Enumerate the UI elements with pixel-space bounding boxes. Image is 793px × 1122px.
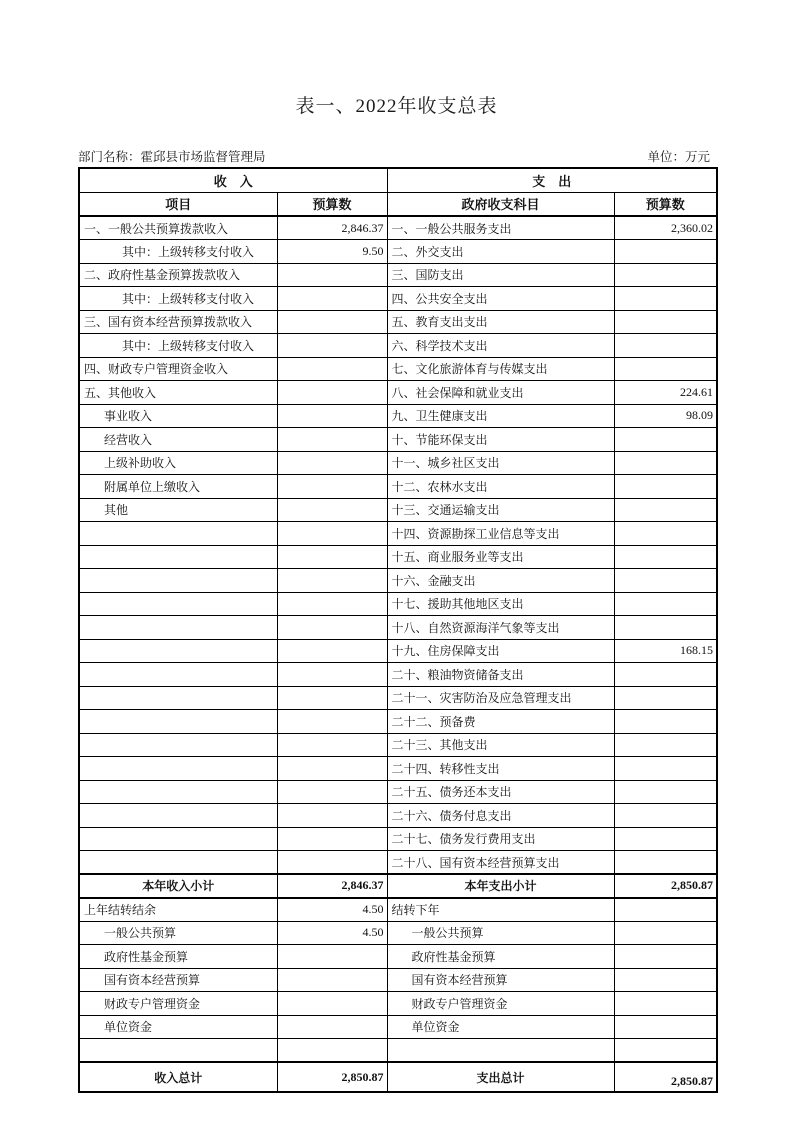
table-row — [79, 616, 717, 640]
table-row — [79, 1039, 717, 1063]
income-item-cell: 其中：上级转移支付收入 — [79, 287, 277, 311]
expense-item-cell: 结转下年 — [387, 898, 614, 922]
income-value-cell — [277, 851, 387, 875]
table-row — [79, 898, 717, 922]
income-value-cell — [277, 1039, 387, 1063]
income-item-cell: 财政专户管理资金 — [79, 992, 277, 1016]
income-item-cell: 收入总计 — [79, 1062, 277, 1092]
col-header-expense-budget: 预算数 — [614, 192, 717, 216]
expense-item-cell: 二十七、债务发行费用支出 — [387, 827, 614, 851]
income-value-cell — [277, 428, 387, 452]
expense-item-cell: 一般公共预算 — [387, 921, 614, 945]
expense-value-cell — [614, 804, 717, 828]
table-header-group-row — [79, 168, 717, 192]
expense-item-cell: 二十二、预备费 — [387, 710, 614, 734]
expense-item-cell: 十九、住房保障支出 — [387, 639, 614, 663]
table-row — [79, 968, 717, 992]
income-value-cell — [277, 639, 387, 663]
expense-item-cell: 六、科学技术支出 — [387, 334, 614, 358]
expense-value-cell — [614, 475, 717, 499]
expense-value-cell: 98.09 — [614, 404, 717, 428]
income-item-cell — [79, 780, 277, 804]
income-item-cell — [79, 663, 277, 687]
col-header-income-budget: 预算数 — [277, 192, 387, 216]
table-row — [79, 498, 717, 522]
income-item-cell: 五、其他收入 — [79, 381, 277, 405]
table-row — [79, 428, 717, 452]
income-item-cell: 单位资金 — [79, 1015, 277, 1039]
expense-value-cell: 168.15 — [614, 639, 717, 663]
income-item-cell: 其他 — [79, 498, 277, 522]
income-item-cell — [79, 545, 277, 569]
expense-item-cell: 财政专户管理资金 — [387, 992, 614, 1016]
budget-table — [78, 167, 718, 1093]
expense-item-cell: 二十三、其他支出 — [387, 733, 614, 757]
table-row — [79, 757, 717, 781]
expense-item-cell: 九、卫生健康支出 — [387, 404, 614, 428]
expense-value-cell — [614, 498, 717, 522]
table-row — [79, 1015, 717, 1039]
expense-value-cell — [614, 686, 717, 710]
expense-item-cell: 二、外交支出 — [387, 240, 614, 264]
income-value-cell — [277, 569, 387, 593]
income-item-cell: 一、一般公共预算拨款收入 — [79, 216, 277, 240]
expense-value-cell — [614, 851, 717, 875]
expense-value-cell — [614, 287, 717, 311]
income-item-cell: 四、财政专户管理资金收入 — [79, 357, 277, 381]
expense-item-cell: 本年支出小计 — [387, 874, 614, 898]
income-item-cell: 附属单位上缴收入 — [79, 475, 277, 499]
income-value-cell — [277, 592, 387, 616]
income-item-cell — [79, 639, 277, 663]
expense-item-cell: 七、文化旅游体育与传媒支出 — [387, 357, 614, 381]
expense-value-cell — [614, 898, 717, 922]
expense-value-cell — [614, 968, 717, 992]
expense-value-cell — [614, 663, 717, 687]
expense-value-cell — [614, 757, 717, 781]
expense-value-cell: 2,360.02 — [614, 216, 717, 240]
income-item-cell: 上级补助收入 — [79, 451, 277, 475]
income-value-cell — [277, 827, 387, 851]
table-row — [79, 404, 717, 428]
expense-value-cell — [614, 357, 717, 381]
table-row — [79, 780, 717, 804]
expense-item-cell: 二十、粮油物资储备支出 — [387, 663, 614, 687]
table-row — [79, 216, 717, 240]
expense-value-cell — [614, 1015, 717, 1039]
income-value-cell — [277, 733, 387, 757]
expense-item-cell: 一、一般公共服务支出 — [387, 216, 614, 240]
table-row — [79, 240, 717, 264]
expense-item-cell: 政府性基金预算 — [387, 945, 614, 969]
expense-value-cell — [614, 592, 717, 616]
table-row — [79, 992, 717, 1016]
expense-value-cell: 2,850.87 — [614, 874, 717, 898]
expense-item-cell — [387, 1039, 614, 1063]
income-value-cell: 2,846.37 — [277, 874, 387, 898]
income-item-cell — [79, 757, 277, 781]
expense-item-cell: 二十一、灾害防治及应急管理支出 — [387, 686, 614, 710]
expense-item-cell: 二十八、国有资本经营预算支出 — [387, 851, 614, 875]
table-row — [79, 522, 717, 546]
expense-value-cell — [614, 545, 717, 569]
expense-value-cell — [614, 945, 717, 969]
income-value-cell — [277, 686, 387, 710]
expense-value-cell — [614, 428, 717, 452]
expense-value-cell — [614, 780, 717, 804]
expense-value-cell — [614, 921, 717, 945]
income-value-cell — [277, 945, 387, 969]
income-item-cell: 上年结转结余 — [79, 898, 277, 922]
income-value-cell — [277, 780, 387, 804]
expense-item-cell: 三、国防支出 — [387, 263, 614, 287]
expense-item-cell: 八、社会保障和就业支出 — [387, 381, 614, 405]
income-value-cell — [277, 404, 387, 428]
table-row — [79, 1062, 717, 1092]
expense-value-cell — [614, 569, 717, 593]
expense-value-cell — [614, 992, 717, 1016]
table-row — [79, 569, 717, 593]
income-item-cell: 一般公共预算 — [79, 921, 277, 945]
income-value-cell — [277, 498, 387, 522]
expense-group-header: 支 出 — [387, 168, 717, 192]
income-item-cell — [79, 616, 277, 640]
income-value-cell: 2,850.87 — [277, 1062, 387, 1092]
meta-row — [78, 147, 710, 165]
expense-item-cell: 十、节能环保支出 — [387, 428, 614, 452]
table-row — [79, 851, 717, 875]
expense-value-cell — [614, 522, 717, 546]
income-value-cell: 4.50 — [277, 898, 387, 922]
expense-value-cell — [614, 733, 717, 757]
income-value-cell: 9.50 — [277, 240, 387, 264]
income-value-cell — [277, 522, 387, 546]
table-row — [79, 921, 717, 945]
income-value-cell — [277, 663, 387, 687]
income-item-cell — [79, 569, 277, 593]
income-item-cell — [79, 686, 277, 710]
expense-value-cell — [614, 1039, 717, 1063]
expense-value-cell: 2,850.87 — [614, 1062, 717, 1092]
expense-item-cell: 十三、交通运输支出 — [387, 498, 614, 522]
income-item-cell — [79, 1039, 277, 1063]
income-item-cell — [79, 804, 277, 828]
income-item-cell: 经营收入 — [79, 428, 277, 452]
income-item-cell — [79, 592, 277, 616]
income-item-cell: 其中：上级转移支付收入 — [79, 240, 277, 264]
income-value-cell — [277, 357, 387, 381]
table-row — [79, 827, 717, 851]
table-row — [79, 663, 717, 687]
table-row — [79, 451, 717, 475]
income-value-cell — [277, 545, 387, 569]
income-value-cell: 2,846.37 — [277, 216, 387, 240]
expense-item-cell: 二十五、债务还本支出 — [387, 780, 614, 804]
table-row — [79, 381, 717, 405]
expense-item-cell: 十一、城乡社区支出 — [387, 451, 614, 475]
income-item-cell — [79, 522, 277, 546]
table-body — [79, 216, 717, 1092]
income-value-cell — [277, 804, 387, 828]
expense-item-cell: 五、教育支出支出 — [387, 310, 614, 334]
expense-value-cell — [614, 334, 717, 358]
col-header-subject: 政府收支科目 — [387, 192, 614, 216]
income-item-cell: 本年收入小计 — [79, 874, 277, 898]
table-row — [79, 334, 717, 358]
expense-item-cell: 支出总计 — [387, 1062, 614, 1092]
expense-value-cell: 224.61 — [614, 381, 717, 405]
table-row — [79, 639, 717, 663]
col-header-item: 项目 — [79, 192, 277, 216]
expense-value-cell — [614, 710, 717, 734]
income-item-cell: 二、政府性基金预算拨款收入 — [79, 263, 277, 287]
income-item-cell: 事业收入 — [79, 404, 277, 428]
expense-item-cell: 十五、商业服务业等支出 — [387, 545, 614, 569]
table-row — [79, 874, 717, 898]
unit-label: 单位：万元 — [647, 150, 710, 164]
expense-item-cell: 十二、农林水支出 — [387, 475, 614, 499]
table-row — [79, 475, 717, 499]
income-value-cell — [277, 475, 387, 499]
department-name: 部门名称：霍邱县市场监督管理局 — [78, 150, 266, 164]
income-group-header: 收 入 — [79, 168, 387, 192]
income-value-cell: 4.50 — [277, 921, 387, 945]
income-value-cell — [277, 381, 387, 405]
expense-item-cell: 四、公共安全支出 — [387, 287, 614, 311]
expense-item-cell: 十六、金融支出 — [387, 569, 614, 593]
income-value-cell — [277, 992, 387, 1016]
table-row — [79, 592, 717, 616]
income-value-cell — [277, 310, 387, 334]
table-row — [79, 287, 717, 311]
expense-item-cell: 十七、援助其他地区支出 — [387, 592, 614, 616]
table-row — [79, 686, 717, 710]
table-row — [79, 357, 717, 381]
income-item-cell — [79, 851, 277, 875]
income-value-cell — [277, 757, 387, 781]
table-head — [79, 168, 717, 216]
table-row — [79, 545, 717, 569]
table-row — [79, 263, 717, 287]
income-item-cell — [79, 710, 277, 734]
expense-item-cell: 二十四、转移性支出 — [387, 757, 614, 781]
income-value-cell — [277, 451, 387, 475]
expense-item-cell: 十八、自然资源海洋气象等支出 — [387, 616, 614, 640]
table-header-column-row — [79, 192, 717, 216]
income-value-cell — [277, 287, 387, 311]
expense-item-cell: 二十六、债务付息支出 — [387, 804, 614, 828]
expense-value-cell — [614, 240, 717, 264]
expense-value-cell — [614, 451, 717, 475]
income-value-cell — [277, 616, 387, 640]
income-item-cell — [79, 733, 277, 757]
income-value-cell — [277, 710, 387, 734]
income-item-cell — [79, 827, 277, 851]
income-item-cell: 政府性基金预算 — [79, 945, 277, 969]
income-item-cell: 其中：上级转移支付收入 — [79, 334, 277, 358]
expense-value-cell — [614, 827, 717, 851]
table-row — [79, 310, 717, 334]
expense-value-cell — [614, 310, 717, 334]
income-item-cell: 三、国有资本经营预算拨款收入 — [79, 310, 277, 334]
expense-value-cell — [614, 616, 717, 640]
expense-item-cell: 单位资金 — [387, 1015, 614, 1039]
income-value-cell — [277, 968, 387, 992]
income-item-cell: 国有资本经营预算 — [79, 968, 277, 992]
income-value-cell — [277, 334, 387, 358]
income-value-cell — [277, 1015, 387, 1039]
table-row — [79, 804, 717, 828]
expense-item-cell: 国有资本经营预算 — [387, 968, 614, 992]
expense-value-cell — [614, 263, 717, 287]
table-row — [79, 733, 717, 757]
expense-item-cell: 十四、资源勘探工业信息等支出 — [387, 522, 614, 546]
income-value-cell — [277, 263, 387, 287]
page-title: 表一、2022年收支总表 — [295, 96, 498, 117]
table-row — [79, 945, 717, 969]
table-row — [79, 710, 717, 734]
